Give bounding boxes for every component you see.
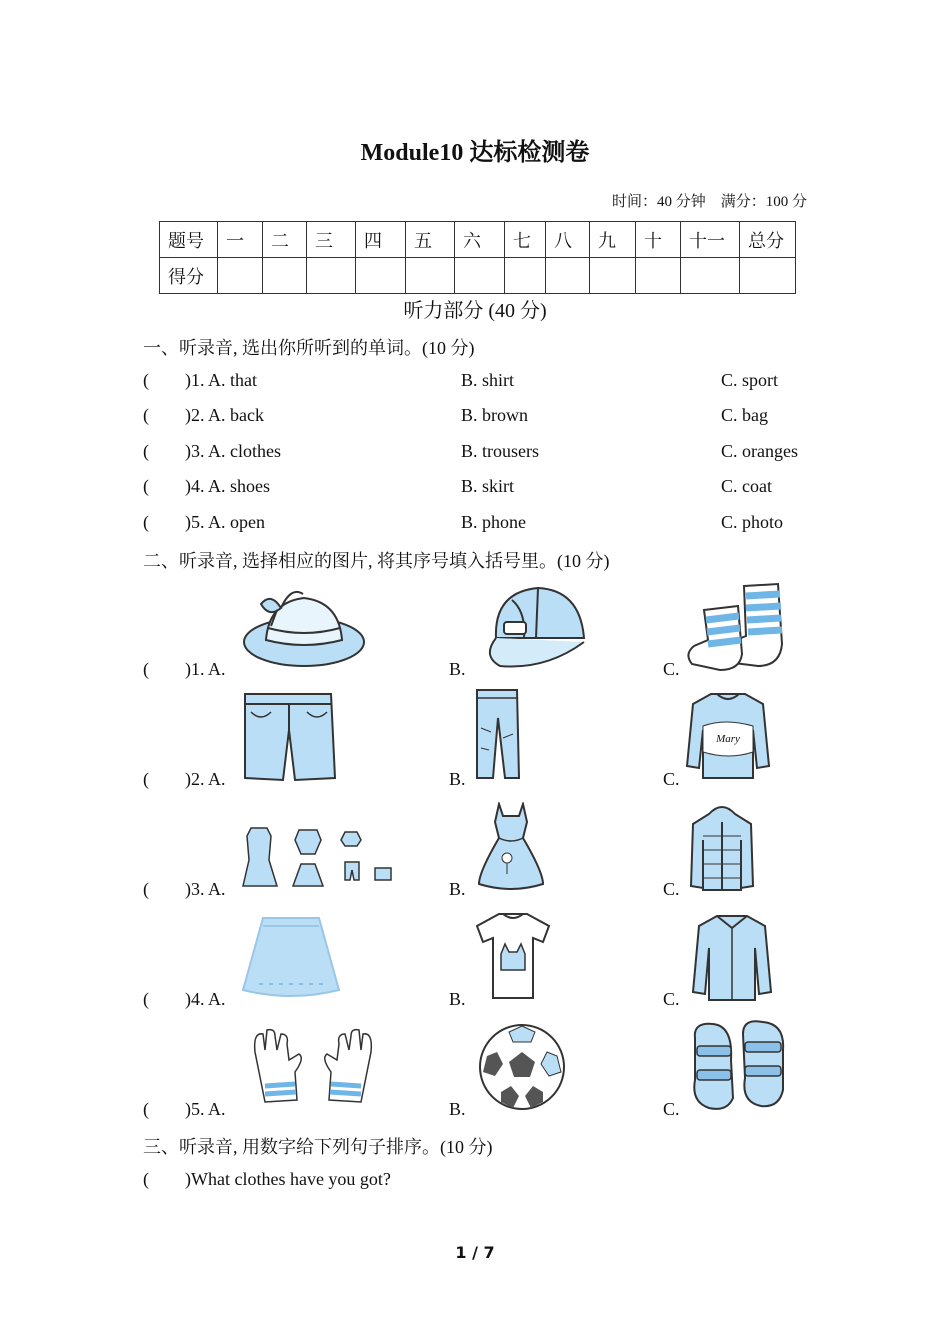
question-row	[143, 1169, 843, 1195]
sweater-text: Mary	[716, 733, 740, 745]
table-cell: 八	[546, 222, 590, 258]
option-c: C.	[663, 879, 680, 899]
score-table-header-row	[160, 222, 796, 258]
score-input-cell[interactable]	[263, 258, 307, 294]
option-c: C.	[663, 769, 680, 789]
option-c: C. coat	[721, 476, 772, 496]
option-b: B. shirt	[461, 370, 515, 390]
picture-question-row	[143, 678, 843, 788]
table-cell: 四	[356, 222, 406, 258]
option-a: ( )5. A. open	[143, 512, 265, 532]
question-row	[143, 370, 843, 396]
table-cell: 一	[218, 222, 263, 258]
score-table-score-row	[160, 258, 796, 294]
table-cell: 三	[307, 222, 356, 258]
question-row	[143, 476, 843, 502]
option-b: B.	[449, 989, 466, 1009]
option-c: C. sport	[721, 370, 779, 390]
picture-question-row	[143, 898, 843, 1008]
option-a: ( )1. A.	[143, 659, 226, 679]
score-input-cell[interactable]	[356, 258, 406, 294]
question-row	[143, 405, 843, 431]
sun-hat-icon	[241, 584, 367, 670]
table-cell: 十一	[681, 222, 740, 258]
question-row	[143, 512, 843, 538]
option-a: ( )3. A. clothes	[143, 441, 281, 461]
option-a: ( )4. A.	[143, 989, 226, 1009]
table-cell: 九	[590, 222, 636, 258]
table-cell: 七	[505, 222, 546, 258]
sandals-icon	[687, 1020, 791, 1112]
option-a: ( )2. A. back	[143, 405, 264, 425]
dress-icon	[477, 802, 545, 892]
question-row	[143, 441, 843, 467]
option-b: B.	[449, 1099, 466, 1119]
part2-heading: 二、听录音, 选择相应的图片, 将其序号填入括号里。(10 分)	[143, 551, 610, 571]
clothes-set-icon	[241, 824, 397, 890]
score-input-cell[interactable]	[406, 258, 455, 294]
score-input-cell[interactable]	[307, 258, 356, 294]
score-input-cell[interactable]	[740, 258, 796, 294]
option-c: C. photo	[721, 512, 784, 532]
option-c: C.	[663, 1099, 680, 1119]
score-input-cell[interactable]	[218, 258, 263, 294]
listening-section-title: 听力部分 (40 分)	[403, 300, 547, 322]
part3-heading: 三、听录音, 用数字给下列句子排序。(10 分)	[143, 1137, 493, 1157]
time-info: 时间：40 分钟 满分：100 分	[611, 194, 807, 210]
shorts-icon	[241, 690, 337, 782]
option-b: B. brown	[461, 405, 528, 425]
picture-question-row	[143, 568, 843, 678]
table-cell: 五	[406, 222, 455, 258]
table-cell: 六	[455, 222, 505, 258]
score-input-cell[interactable]	[681, 258, 740, 294]
gloves-icon	[245, 1026, 381, 1110]
score-input-cell[interactable]	[636, 258, 681, 294]
score-input-cell[interactable]	[455, 258, 505, 294]
picture-question-row	[143, 788, 843, 898]
part1-heading: 一、听录音, 选出你所听到的单词。(10 分)	[143, 338, 475, 358]
socks-icon	[686, 580, 802, 672]
option-a: ( )2. A.	[143, 769, 226, 789]
option-c: C.	[663, 659, 680, 679]
sweater-icon	[685, 690, 771, 782]
option-c: C. oranges	[721, 441, 798, 461]
option-c: C. bag	[721, 405, 768, 425]
page-number: 1 / 7	[455, 1243, 495, 1262]
sentence-item: ( )What clothes have you got?	[143, 1169, 391, 1189]
table-cell: 二	[263, 222, 307, 258]
table-cell: 总分	[740, 222, 796, 258]
jacket-icon	[689, 800, 755, 892]
page-title: Module10 达标检测卷	[360, 140, 590, 166]
jeans-icon	[473, 688, 521, 782]
option-b: B. trousers	[461, 441, 539, 461]
skirt-icon	[239, 914, 343, 1000]
option-a: ( )5. A.	[143, 1099, 226, 1119]
option-b: B. phone	[461, 512, 526, 532]
option-a: ( )4. A. shoes	[143, 476, 270, 496]
option-a: ( )1. A. that	[143, 370, 257, 390]
score-input-cell[interactable]	[590, 258, 636, 294]
table-cell: 得分	[160, 258, 218, 294]
option-b: B. skirt	[461, 476, 515, 496]
option-a: ( )3. A.	[143, 879, 226, 899]
score-table	[159, 221, 796, 294]
option-b: B.	[449, 659, 466, 679]
option-b: B.	[449, 769, 466, 789]
score-input-cell[interactable]	[546, 258, 590, 294]
picture-question-row	[143, 1008, 843, 1118]
cap-icon	[476, 582, 594, 670]
score-input-cell[interactable]	[505, 258, 546, 294]
shirt-icon	[691, 912, 773, 1002]
option-b: B.	[449, 879, 466, 899]
option-c: C.	[663, 989, 680, 1009]
table-cell: 题号	[160, 222, 218, 258]
football-icon	[477, 1022, 567, 1112]
table-cell: 十	[636, 222, 681, 258]
t-shirt-icon	[473, 910, 553, 1002]
